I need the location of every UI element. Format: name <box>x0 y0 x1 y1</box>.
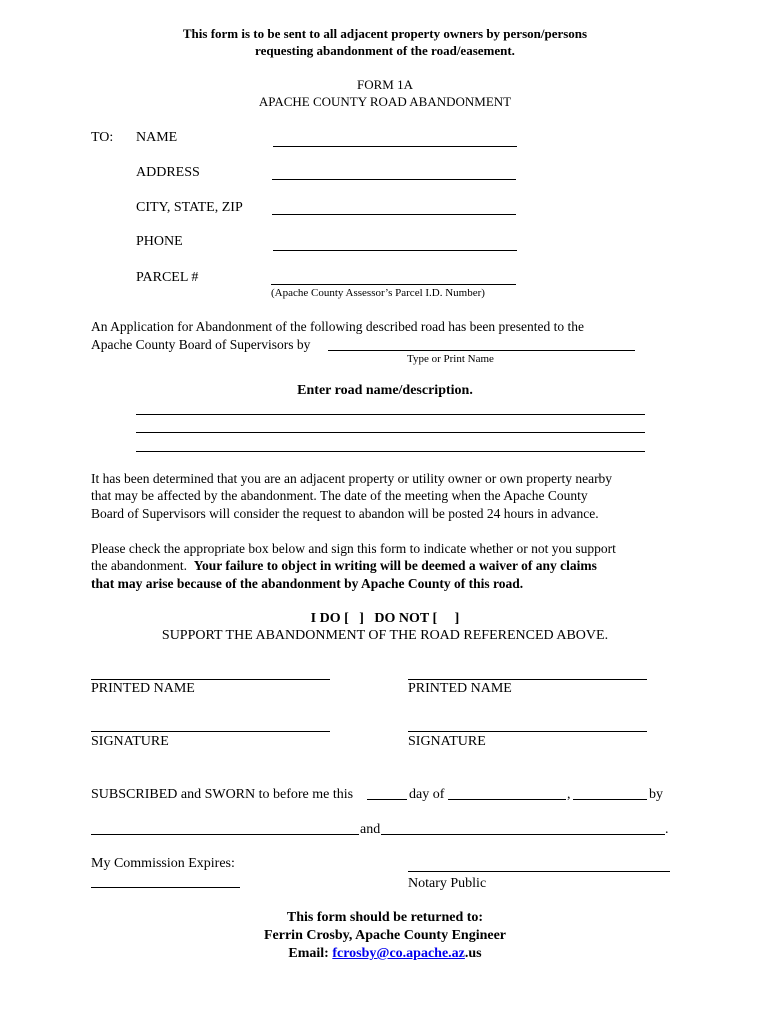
email-suffix: .us <box>464 946 482 961</box>
enter-road-heading: Enter road name/description. <box>297 383 473 398</box>
parcel-field[interactable] <box>271 284 516 285</box>
printed-name-label-left: PRINTED NAME <box>91 681 195 696</box>
determination-line-3: Board of Supervisors will consider the request to abandon will be posted 24 hours in advance. <box>91 506 599 521</box>
printed-name-label-right: PRINTED NAME <box>408 681 512 696</box>
road-description-line-3[interactable] <box>136 451 645 452</box>
parcel-label: PARCEL # <box>136 270 199 285</box>
instructions-line-3: that may arise because of the abandonment by Apache County of this road. <box>91 576 524 591</box>
determination-line-2: that may be affected by the abandonment. The date of the meeting when the Apache County <box>91 488 588 503</box>
road-description-line-1[interactable] <box>136 414 645 415</box>
engineer-name: Ferrin Crosby, Apache County Engineer <box>263 928 507 943</box>
comma-text: , <box>567 787 571 802</box>
form-number: FORM 1A <box>357 77 413 92</box>
email-label: Email: <box>288 946 333 961</box>
address-label: ADDRESS <box>136 165 200 180</box>
support-choice <box>0 610 770 627</box>
i-do-checkbox[interactable]: I DO [ ] <box>310 611 364 626</box>
period-text: . <box>665 822 669 837</box>
form-title: APACHE COUNTY ROAD ABANDONMENT <box>258 94 512 109</box>
signer-name-field-1[interactable] <box>91 834 359 835</box>
commission-expires-label: My Commission Expires: <box>91 856 235 871</box>
year-field[interactable] <box>573 799 647 800</box>
road-description-line-2[interactable] <box>136 432 645 433</box>
and-label: and <box>360 822 381 837</box>
type-print-name-note: Type or Print Name <box>407 353 494 365</box>
notary-public-label: Notary Public <box>408 876 487 891</box>
signature-field-left[interactable] <box>91 731 330 732</box>
by-label: by <box>649 787 663 802</box>
phone-label: PHONE <box>136 234 183 249</box>
day-of-label: day of <box>409 787 445 802</box>
parcel-note: (Apache County Assessor’s Parcel I.D. Number) <box>271 287 485 299</box>
applicant-name-field[interactable] <box>328 350 635 351</box>
instructions-line-2-plain: the abandonment. <box>91 558 194 573</box>
phone-field[interactable] <box>273 250 517 251</box>
commission-expires-field[interactable] <box>91 887 240 888</box>
return-to-heading: This form should be returned to: <box>286 910 484 925</box>
name-label: NAME <box>136 130 178 145</box>
header-line-1: This form is to be sent to all adjacent property owners by person/persons <box>182 26 588 41</box>
subscribed-label: SUBSCRIBED and SWORN to before me this <box>91 787 354 802</box>
instructions-line-2 <box>91 557 597 575</box>
city-state-zip-field[interactable] <box>272 214 516 215</box>
day-field[interactable] <box>367 799 407 800</box>
do-not-checkbox[interactable]: DO NOT [ ] <box>374 611 460 626</box>
name-field[interactable] <box>273 146 517 147</box>
month-field[interactable] <box>448 799 566 800</box>
signature-field-right[interactable] <box>408 731 647 732</box>
address-field[interactable] <box>272 179 516 180</box>
determination-line-1: It has been determined that you are an adjacent property or utility owner or own property nearby <box>91 471 613 486</box>
waiver-warning: Your failure to object in writing will be deemed a waiver of any claims <box>193 558 597 573</box>
instructions-line-1: Please check the appropriate box below and sign this form to indicate whether or not you support <box>91 541 616 556</box>
signature-label-right: SIGNATURE <box>408 734 486 749</box>
application-line-1: An Application for Abandonment of the following described road has been presented to the <box>91 319 584 334</box>
support-statement: SUPPORT THE ABANDONMENT OF THE ROAD REFERENCED ABOVE. <box>161 628 609 643</box>
notary-signature-field[interactable] <box>408 871 670 872</box>
signature-label-left: SIGNATURE <box>91 734 169 749</box>
email-line <box>0 945 770 962</box>
signer-name-field-2[interactable] <box>381 834 665 835</box>
email-link[interactable]: fcrosby@co.apache.az <box>332 946 465 961</box>
header-line-2: requesting abandonment of the road/easement. <box>255 43 515 58</box>
city-state-zip-label: CITY, STATE, ZIP <box>136 200 243 215</box>
to-label: TO: <box>91 130 114 145</box>
application-line-2: Apache County Board of Supervisors by <box>91 337 311 352</box>
